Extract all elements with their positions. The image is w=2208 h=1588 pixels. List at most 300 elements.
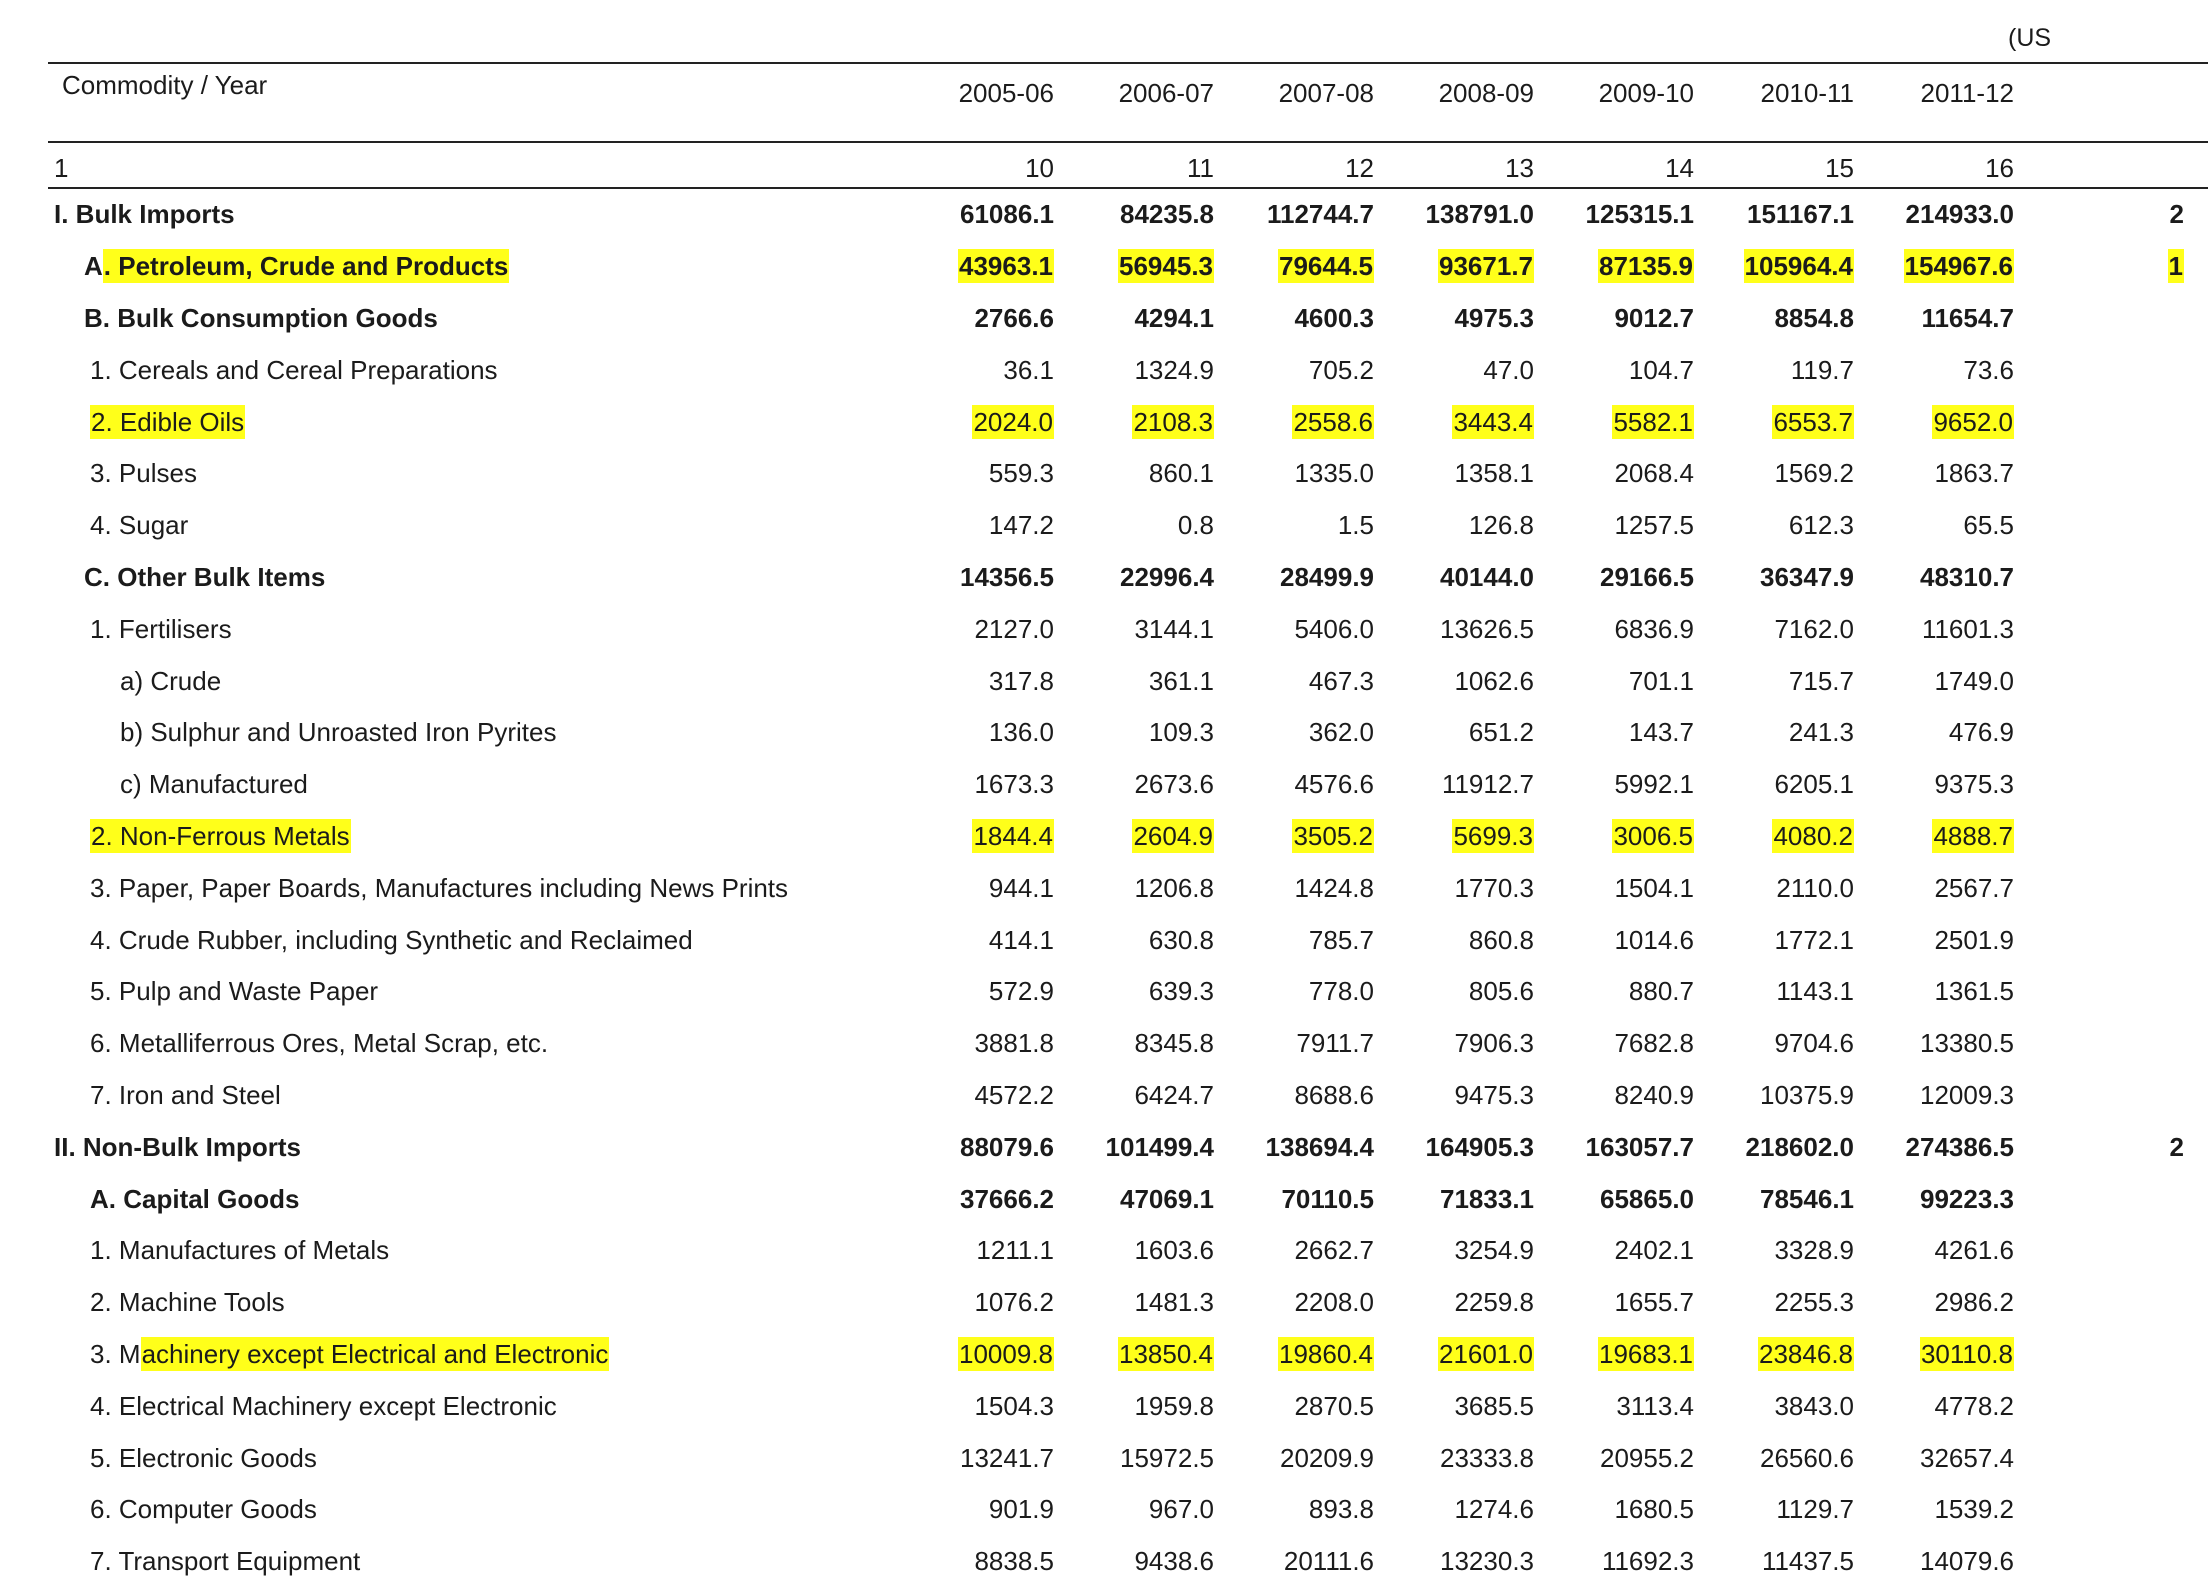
value-cell [2038, 1484, 2208, 1536]
value: 4576.6 [1294, 769, 1374, 800]
commodity-label-cell [48, 241, 918, 293]
value: 5992.1 [1614, 769, 1694, 800]
commodity-label: 2. Non-Ferrous Metals [91, 820, 350, 851]
table-row [48, 188, 2208, 241]
commodity-label: 5. Electronic Goods [90, 1442, 317, 1473]
column-index: 16 [1878, 142, 2038, 188]
table-header [48, 63, 2208, 188]
commodity-imports-table-container [48, 62, 2184, 1588]
table-row [48, 552, 2208, 604]
table-row [48, 293, 2208, 345]
value: 1539.2 [1934, 1494, 2014, 1525]
year-header: 2011-12 [1878, 63, 2038, 142]
value-cell [2038, 396, 2208, 448]
value-cell [2038, 1018, 2208, 1070]
value-cell [2038, 811, 2208, 863]
value-cell [2038, 188, 2208, 241]
value-cell [1558, 759, 1718, 811]
value-cell [2038, 759, 2208, 811]
commodity-label-cell [48, 1484, 918, 1536]
value: 2127.0 [974, 613, 1054, 644]
value-cell [1238, 552, 1398, 604]
value: 1504.3 [974, 1390, 1054, 1421]
value: 136.0 [988, 717, 1054, 748]
value-cell [918, 448, 1078, 500]
value-cell [1238, 1380, 1398, 1432]
value: 414.1 [988, 924, 1054, 955]
value: 15972.5 [1120, 1442, 1214, 1473]
value: 9704.6 [1774, 1028, 1854, 1059]
value-cell [1398, 1536, 1558, 1588]
value-cell [918, 1484, 1078, 1536]
commodity-label-cell [48, 655, 918, 707]
commodity-label-cell [48, 1277, 918, 1329]
value-cell [918, 811, 1078, 863]
commodity-label-cell [48, 1380, 918, 1432]
value-cell [1718, 603, 1878, 655]
year-header: 2010-11 [1718, 63, 1878, 142]
value: 317.8 [988, 665, 1054, 696]
value: 1076.2 [974, 1287, 1054, 1318]
value: 9475.3 [1454, 1079, 1534, 1110]
value-cell [1878, 1484, 2038, 1536]
value-cell [1558, 1121, 1718, 1173]
commodity-label-cell [48, 1018, 918, 1070]
value: 651.2 [1468, 717, 1534, 748]
value-cell [1078, 1173, 1238, 1225]
value: 1143.1 [1776, 976, 1854, 1007]
value: 362.0 [1308, 717, 1374, 748]
value: 1257.5 [1614, 510, 1694, 541]
value-cell [1718, 500, 1878, 552]
value: 105964.4 [1744, 251, 1853, 282]
value-cell [2038, 1329, 2208, 1381]
value: 639.3 [1148, 976, 1214, 1007]
value: 3144.1 [1134, 613, 1214, 644]
value-cell [918, 1018, 1078, 1070]
value-cell [1878, 811, 2038, 863]
value-cell [1718, 966, 1878, 1018]
table-row [48, 1380, 2208, 1432]
commodity-label: A. Capital Goods [90, 1183, 300, 1214]
value-cell [1398, 241, 1558, 293]
value-cell [1238, 188, 1398, 241]
value-cell [1718, 396, 1878, 448]
value-cell [1238, 1484, 1398, 1536]
column-index: 14 [1558, 142, 1718, 188]
value: 1772.1 [1774, 924, 1854, 955]
value-cell [1878, 1277, 2038, 1329]
value-cell [1398, 1380, 1558, 1432]
value-cell [1238, 1018, 1398, 1070]
value-cell [2038, 914, 2208, 966]
value: 4261.6 [1934, 1235, 2014, 1266]
value-cell [1878, 448, 2038, 500]
value: 65865.0 [1600, 1183, 1694, 1214]
table-row [48, 655, 2208, 707]
value: 47.0 [1483, 354, 1534, 385]
value-cell [1718, 241, 1878, 293]
value: 1655.7 [1614, 1287, 1694, 1318]
value-cell [1398, 914, 1558, 966]
commodity-label-cell [48, 1225, 918, 1277]
value-cell [918, 1225, 1078, 1277]
value: 1481.3 [1134, 1287, 1214, 1318]
commodity-label: 1. Cereals and Cereal Preparations [90, 354, 498, 385]
value-cell [1398, 1277, 1558, 1329]
value: 4888.7 [1933, 820, 2013, 851]
value-cell [1078, 655, 1238, 707]
table-row [48, 1277, 2208, 1329]
value-cell [1718, 1018, 1878, 1070]
value: 3881.8 [974, 1028, 1054, 1059]
value: 13380.5 [1920, 1028, 2014, 1059]
table-row [48, 914, 2208, 966]
value: 1129.7 [1776, 1494, 1854, 1525]
value: 11601.3 [1921, 613, 2014, 644]
value-cell [1558, 500, 1718, 552]
value-cell [1558, 1432, 1718, 1484]
value-cell [1398, 1121, 1558, 1173]
value-cell [2038, 966, 2208, 1018]
value-cell [1078, 759, 1238, 811]
value-cell [1238, 241, 1398, 293]
value: 476.9 [1948, 717, 2014, 748]
value-cell [1558, 1225, 1718, 1277]
value: 1324.9 [1134, 354, 1214, 385]
value: 2567.7 [1934, 872, 2014, 903]
value: 20955.2 [1600, 1442, 1694, 1473]
value: 7911.7 [1296, 1028, 1374, 1059]
value-cell [1078, 1121, 1238, 1173]
value: 5406.0 [1294, 613, 1374, 644]
column-index: 15 [1718, 142, 1878, 188]
value: 23333.8 [1440, 1442, 1534, 1473]
value: 1062.6 [1454, 665, 1534, 696]
value-cell [1078, 1277, 1238, 1329]
value-cell [1398, 1329, 1558, 1381]
value: 1504.1 [1614, 872, 1694, 903]
value: 214933.0 [1905, 199, 2014, 230]
table-row [48, 500, 2208, 552]
value-cell [1878, 966, 2038, 1018]
value: 1358.1 [1454, 458, 1534, 489]
value: 36347.9 [1760, 561, 1854, 592]
value: 11912.7 [1441, 769, 1534, 800]
value: 572.9 [988, 976, 1054, 1007]
value-cell [2038, 1225, 2208, 1277]
value: 9375.3 [1934, 769, 2014, 800]
value: 84235.8 [1120, 199, 1214, 230]
commodity-imports-table [48, 62, 2208, 1588]
value-cell [1878, 1121, 2038, 1173]
value-cell [1878, 1380, 2038, 1432]
value-cell [1558, 707, 1718, 759]
value-cell [1718, 1121, 1878, 1173]
value-cell [1078, 241, 1238, 293]
value-cell [1718, 552, 1878, 604]
value: 2068.4 [1614, 458, 1694, 489]
value: 36.1 [1003, 354, 1054, 385]
value: 4080.2 [1773, 820, 1853, 851]
value-cell [1238, 603, 1398, 655]
value-cell [1238, 862, 1398, 914]
value-cell [1078, 811, 1238, 863]
value: 705.2 [1308, 354, 1374, 385]
value: 805.6 [1468, 976, 1534, 1007]
value-cell [1238, 448, 1398, 500]
value: 8838.5 [974, 1546, 1054, 1577]
value-cell [1558, 396, 1718, 448]
commodity-label: 4. Electrical Machinery except Electronic [90, 1390, 557, 1421]
value-cell [1718, 188, 1878, 241]
value: 9652.0 [1933, 406, 2013, 437]
value-cell [1718, 1277, 1878, 1329]
table-row [48, 862, 2208, 914]
value-cell [2038, 862, 2208, 914]
value-cell [1878, 655, 2038, 707]
commodity-label: 5. Pulp and Waste Paper [90, 976, 379, 1007]
value: 4572.2 [974, 1079, 1054, 1110]
value: 2 [2169, 199, 2184, 230]
value: 7162.0 [1774, 613, 1854, 644]
value-cell [1878, 396, 2038, 448]
value-cell [1558, 1380, 1718, 1432]
commodity-label: 1. Fertilisers [90, 613, 232, 644]
value-cell [1238, 1121, 1398, 1173]
value-cell [1878, 241, 2038, 293]
value-cell [1078, 552, 1238, 604]
value: 1959.8 [1134, 1390, 1214, 1421]
table-row [48, 707, 2208, 759]
value: 154967.6 [1904, 251, 2013, 282]
value: 1361.5 [1934, 976, 2014, 1007]
value: 218602.0 [1745, 1131, 1854, 1162]
value: 1603.6 [1134, 1235, 1214, 1266]
value: 4778.2 [1934, 1390, 2014, 1421]
value: 13241.7 [960, 1442, 1054, 1473]
value-cell [1718, 1225, 1878, 1277]
commodity-label: 4. Crude Rubber, including Synthetic and Reclaimed [90, 924, 693, 955]
value: 8240.9 [1614, 1079, 1694, 1110]
value-cell [2038, 655, 2208, 707]
value-cell [1398, 1070, 1558, 1122]
value: 4975.3 [1454, 302, 1534, 333]
value: 104.7 [1628, 354, 1694, 385]
value: 274386.5 [1905, 1131, 2014, 1162]
commodity-label: achinery except Electrical and Electronic [141, 1338, 609, 1369]
value-cell [1878, 862, 2038, 914]
commodity-label: B. Bulk Consumption Goods [84, 302, 438, 333]
value-cell [918, 241, 1078, 293]
commodity-label-cell [48, 1536, 918, 1588]
value-cell [1558, 862, 1718, 914]
value: 2662.7 [1294, 1235, 1374, 1266]
value-cell [1398, 1018, 1558, 1070]
value: 0.8 [1177, 510, 1214, 541]
value-cell [1238, 1277, 1398, 1329]
value-cell [1718, 1536, 1878, 1588]
column-index [2038, 142, 2208, 188]
value: 3254.9 [1454, 1235, 1534, 1266]
value-cell [1078, 1484, 1238, 1536]
value-cell [1878, 1018, 2038, 1070]
value-cell [918, 293, 1078, 345]
value-cell [1718, 1329, 1878, 1381]
value-cell [2038, 1380, 2208, 1432]
value-cell [1078, 1536, 1238, 1588]
value-cell [1558, 1484, 1718, 1536]
value: 4294.1 [1134, 302, 1214, 333]
value-cell [1878, 1173, 2038, 1225]
value: 20209.9 [1280, 1442, 1374, 1473]
value: 2558.6 [1293, 406, 1373, 437]
value-cell [1878, 188, 2038, 241]
value-cell [1238, 1329, 1398, 1381]
commodity-label-cell [48, 862, 918, 914]
value: 48310.7 [1920, 561, 2014, 592]
commodity-label-cell [48, 707, 918, 759]
column-index: 12 [1238, 142, 1398, 188]
value-cell [1238, 966, 1398, 1018]
commodity-label: c) Manufactured [120, 769, 308, 800]
value: 901.9 [988, 1494, 1054, 1525]
value-cell [918, 862, 1078, 914]
value: 778.0 [1308, 976, 1374, 1007]
commodity-label-cell [48, 914, 918, 966]
value-cell [1398, 1173, 1558, 1225]
commodity-label-cell [48, 448, 918, 500]
commodity-label: 6. Computer Goods [90, 1494, 317, 1525]
commodity-label: b) Sulphur and Unroasted Iron Pyrites [120, 717, 557, 748]
commodity-label-cell [48, 1173, 918, 1225]
table-row [48, 966, 2208, 1018]
commodity-label: C. Other Bulk Items [84, 561, 326, 592]
value-cell [1398, 862, 1558, 914]
value: 10009.8 [959, 1338, 1053, 1369]
value: 11692.3 [1601, 1546, 1694, 1577]
value-cell [1558, 293, 1718, 345]
value-cell [918, 500, 1078, 552]
value-cell [1878, 1225, 2038, 1277]
value: 3505.2 [1293, 820, 1373, 851]
value-cell [1398, 1225, 1558, 1277]
value-cell [2038, 1121, 2208, 1173]
value: 6205.1 [1774, 769, 1854, 800]
value-cell [1238, 500, 1398, 552]
value-cell [2038, 448, 2208, 500]
value-cell [1558, 1329, 1718, 1381]
table-row [48, 1173, 2208, 1225]
value: 1.5 [1337, 510, 1374, 541]
value: 8854.8 [1774, 302, 1854, 333]
value-cell [1558, 241, 1718, 293]
table-row [48, 1329, 2208, 1381]
value-cell [1398, 655, 1558, 707]
value: 87135.9 [1599, 251, 1693, 282]
value: 61086.1 [960, 199, 1054, 230]
value-cell [1718, 1070, 1878, 1122]
commodity-label-cell [48, 500, 918, 552]
value-cell [918, 344, 1078, 396]
value-cell [1558, 1070, 1718, 1122]
value-cell [1398, 344, 1558, 396]
commodity-label: 7. Iron and Steel [90, 1079, 281, 1110]
value: 99223.3 [1920, 1183, 2014, 1214]
table-row [48, 1536, 2208, 1588]
value: 151167.1 [1746, 199, 1854, 230]
commodity-label: 2. Edible Oils [91, 406, 245, 437]
value-cell [2038, 500, 2208, 552]
value: 701.1 [1628, 665, 1694, 696]
year-header-row [48, 63, 2208, 142]
value-cell [918, 1070, 1078, 1122]
value: 1844.4 [973, 820, 1053, 851]
value-cell [1878, 500, 2038, 552]
value: 93671.7 [1439, 251, 1533, 282]
value: 3006.5 [1613, 820, 1693, 851]
value-cell [1238, 293, 1398, 345]
value: 9012.7 [1614, 302, 1694, 333]
commodity-label-cell [48, 811, 918, 863]
value: 26560.6 [1760, 1442, 1854, 1473]
value-cell [1558, 552, 1718, 604]
value-cell [1398, 966, 1558, 1018]
value: 860.1 [1148, 458, 1214, 489]
value: 101499.4 [1105, 1131, 1214, 1162]
commodity-label-cell [48, 1432, 918, 1484]
value: 3113.4 [1616, 1390, 1694, 1421]
commodity-label: I. Bulk Imports [54, 199, 235, 230]
value: 967.0 [1148, 1494, 1214, 1525]
value-cell [1718, 1173, 1878, 1225]
value: 880.7 [1628, 976, 1694, 1007]
value: 147.2 [988, 510, 1054, 541]
value-cell [1878, 1329, 2038, 1381]
column-index: 11 [1078, 142, 1238, 188]
table-row [48, 759, 2208, 811]
table-row [48, 344, 2208, 396]
value-cell [1078, 966, 1238, 1018]
value-cell [1238, 1536, 1398, 1588]
value: 11437.5 [1761, 1546, 1854, 1577]
value: 860.8 [1468, 924, 1534, 955]
value-cell [918, 1121, 1078, 1173]
value: 20111.6 [1283, 1546, 1374, 1577]
value-cell [2038, 603, 2208, 655]
value: 893.8 [1308, 1494, 1374, 1525]
commodity-label-prefix: A [84, 251, 103, 282]
value: 163057.7 [1585, 1131, 1694, 1162]
value-cell [1558, 603, 1718, 655]
value-cell [1078, 344, 1238, 396]
value: 19683.1 [1599, 1338, 1693, 1369]
commodity-label: . Petroleum, Crude and Products [103, 251, 509, 282]
value: 22996.4 [1120, 561, 1214, 592]
value-cell [1078, 188, 1238, 241]
value: 30110.8 [1920, 1338, 2013, 1369]
value-cell [1238, 344, 1398, 396]
value-cell [918, 603, 1078, 655]
value-cell [2038, 293, 2208, 345]
value: 9438.6 [1134, 1546, 1214, 1577]
value-cell [2038, 241, 2208, 293]
value-cell [1718, 1432, 1878, 1484]
value-cell [1558, 188, 1718, 241]
value-cell [1878, 344, 2038, 396]
value-cell [1398, 759, 1558, 811]
table-row [48, 1432, 2208, 1484]
